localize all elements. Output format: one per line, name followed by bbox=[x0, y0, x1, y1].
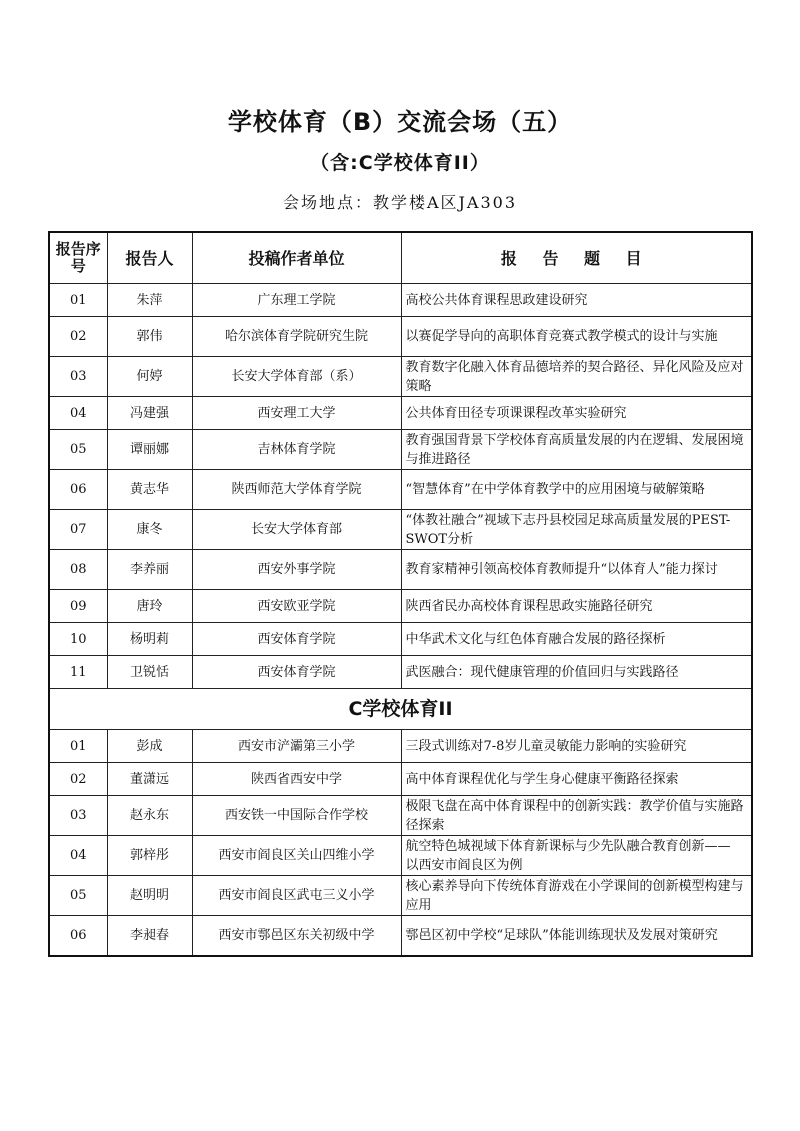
table-row bbox=[49, 470, 752, 510]
row-topic: “智慧体育”在中学体育教学中的应用困境与破解策略 bbox=[401, 470, 752, 510]
row-topic: 鄠邑区初中学校“足球队”体能训练现状及发展对策研究 bbox=[401, 916, 752, 956]
venue-location: 会场地点：教学楼A区JA303 bbox=[282, 193, 518, 212]
row-seq: 06 bbox=[49, 916, 107, 956]
row-unit: 西安市阎良区武屯三义小学 bbox=[192, 876, 401, 916]
table-row bbox=[49, 763, 752, 796]
row-reporter: 李养丽 bbox=[107, 550, 192, 590]
row-unit: 西安理工大学 bbox=[192, 397, 401, 430]
row-unit: 西安市鄠邑区东关初级中学 bbox=[192, 916, 401, 956]
row-seq: 01 bbox=[49, 730, 107, 763]
header-seq: 报告序号 bbox=[49, 232, 107, 284]
row-unit: 陕西师范大学体育学院 bbox=[192, 470, 401, 510]
row-unit: 哈尔滨体育学院研究生院 bbox=[192, 317, 401, 357]
table-row bbox=[49, 430, 752, 470]
row-unit: 陕西省西安中学 bbox=[192, 763, 401, 796]
table-row bbox=[49, 796, 752, 836]
row-seq: 04 bbox=[49, 836, 107, 876]
row-topic: 三段式训练对7-8岁儿童灵敏能力影响的实验研究 bbox=[401, 730, 752, 763]
row-unit: 广东理工学院 bbox=[192, 284, 401, 317]
row-seq: 04 bbox=[49, 397, 107, 430]
page-subtitle: （含:C学校体育II） bbox=[310, 152, 490, 174]
row-seq: 07 bbox=[49, 510, 107, 550]
row-reporter: 杨明莉 bbox=[107, 623, 192, 656]
header-unit: 投稿作者单位 bbox=[192, 232, 401, 284]
header-topic: 报 告 题 目 bbox=[401, 232, 752, 284]
row-topic: 教育强国背景下学校体育高质量发展的内在逻辑、发展困境与推进路径 bbox=[401, 430, 752, 470]
table-row bbox=[49, 510, 752, 550]
row-topic: 武医融合：现代健康管理的价值回归与实践路径 bbox=[401, 656, 752, 689]
row-reporter: 彭成 bbox=[107, 730, 192, 763]
row-unit: 吉林体育学院 bbox=[192, 430, 401, 470]
row-topic: 中华武术文化与红色体育融合发展的路径探析 bbox=[401, 623, 752, 656]
row-unit: 长安大学体育部（系） bbox=[192, 357, 401, 397]
row-topic: 陕西省民办高校体育课程思政实施路径研究 bbox=[401, 590, 752, 623]
row-reporter: 冯建强 bbox=[107, 397, 192, 430]
row-reporter: 朱萍 bbox=[107, 284, 192, 317]
row-topic: 教育家精神引领高校体育教师提升“以体育人”能力探讨 bbox=[401, 550, 752, 590]
row-topic: “体教社融合”视域下志丹县校园足球高质量发展的PEST-SWOT分析 bbox=[401, 510, 752, 550]
page-title: 学校体育（B）交流会场（五） bbox=[227, 108, 573, 136]
table-row bbox=[49, 730, 752, 763]
row-reporter: 郭伟 bbox=[107, 317, 192, 357]
section-c-rows bbox=[49, 730, 752, 956]
row-topic: 以赛促学导向的高职体育竞赛式教学模式的设计与实施 bbox=[401, 317, 752, 357]
row-topic: 极限飞盘在高中体育课程中的创新实践：教学价值与实施路径探索 bbox=[401, 796, 752, 836]
header-row bbox=[49, 232, 752, 284]
row-reporter: 何婷 bbox=[107, 357, 192, 397]
row-topic: 高中体育课程优化与学生身心健康平衡路径探索 bbox=[401, 763, 752, 796]
section-c-title: C学校体育II bbox=[49, 689, 752, 730]
table-row bbox=[49, 876, 752, 916]
section-c-header-row bbox=[49, 689, 752, 730]
row-seq: 05 bbox=[49, 430, 107, 470]
row-seq: 10 bbox=[49, 623, 107, 656]
row-unit: 长安大学体育部 bbox=[192, 510, 401, 550]
table-row bbox=[49, 550, 752, 590]
table-row bbox=[49, 357, 752, 397]
row-unit: 西安外事学院 bbox=[192, 550, 401, 590]
table-row bbox=[49, 916, 752, 956]
row-seq: 06 bbox=[49, 470, 107, 510]
row-seq: 09 bbox=[49, 590, 107, 623]
table-row bbox=[49, 397, 752, 430]
row-seq: 01 bbox=[49, 284, 107, 317]
row-unit: 西安铁一中国际合作学校 bbox=[192, 796, 401, 836]
row-reporter: 唐玲 bbox=[107, 590, 192, 623]
table-row bbox=[49, 836, 752, 876]
row-topic: 高校公共体育课程思政建设研究 bbox=[401, 284, 752, 317]
row-seq: 08 bbox=[49, 550, 107, 590]
row-seq: 03 bbox=[49, 357, 107, 397]
row-seq: 02 bbox=[49, 763, 107, 796]
row-reporter: 赵明明 bbox=[107, 876, 192, 916]
row-unit: 西安体育学院 bbox=[192, 623, 401, 656]
table-row bbox=[49, 656, 752, 689]
row-unit: 西安体育学院 bbox=[192, 656, 401, 689]
row-reporter: 康冬 bbox=[107, 510, 192, 550]
row-reporter: 李昶春 bbox=[107, 916, 192, 956]
schedule-table bbox=[48, 231, 753, 957]
row-unit: 西安市浐灞第三小学 bbox=[192, 730, 401, 763]
row-unit: 西安欧亚学院 bbox=[192, 590, 401, 623]
header-reporter: 报告人 bbox=[107, 232, 192, 284]
row-reporter: 赵永东 bbox=[107, 796, 192, 836]
row-topic: 公共体育田径专项课课程改革实验研究 bbox=[401, 397, 752, 430]
table-row bbox=[49, 284, 752, 317]
row-topic: 教育数字化融入体育品德培养的契合路径、异化风险及应对策略 bbox=[401, 357, 752, 397]
row-topic: 航空特色城视域下体育新课标与少先队融合教育创新—— 以西安市阎良区为例 bbox=[401, 836, 752, 876]
row-topic: 核心素养导向下传统体育游戏在小学课间的创新模型构建与应用 bbox=[401, 876, 752, 916]
row-reporter: 董潇远 bbox=[107, 763, 192, 796]
row-seq: 03 bbox=[49, 796, 107, 836]
section-b-rows bbox=[49, 284, 752, 689]
row-reporter: 黄志华 bbox=[107, 470, 192, 510]
table-row bbox=[49, 623, 752, 656]
row-reporter: 谭丽娜 bbox=[107, 430, 192, 470]
table-row bbox=[49, 590, 752, 623]
row-reporter: 卫锐恬 bbox=[107, 656, 192, 689]
row-reporter: 郭梓彤 bbox=[107, 836, 192, 876]
table-row bbox=[49, 317, 752, 357]
row-unit: 西安市阎良区关山四维小学 bbox=[192, 836, 401, 876]
row-seq: 02 bbox=[49, 317, 107, 357]
row-seq: 11 bbox=[49, 656, 107, 689]
row-seq: 05 bbox=[49, 876, 107, 916]
